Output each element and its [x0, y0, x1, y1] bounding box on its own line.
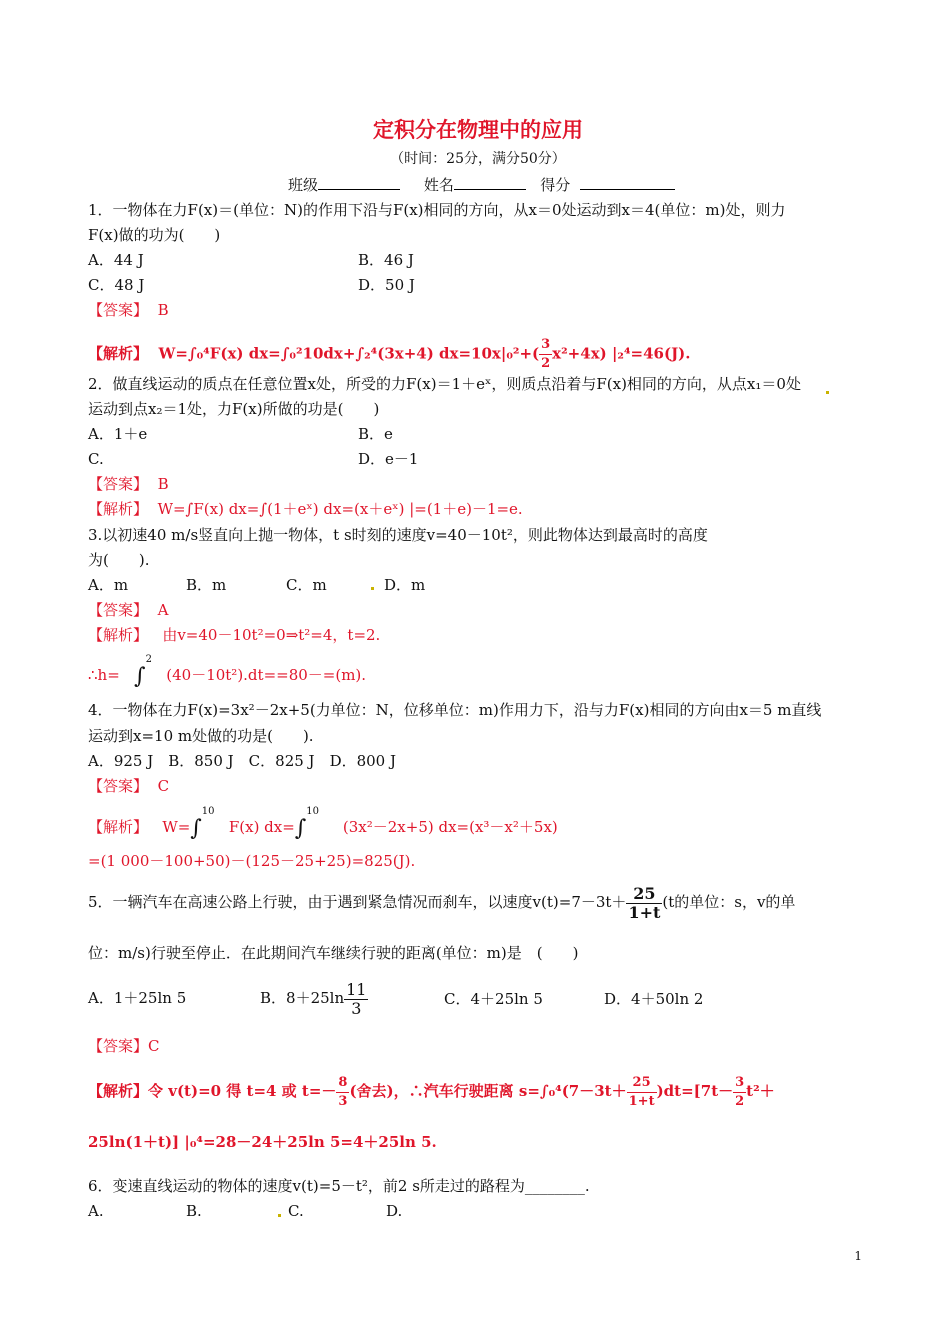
- q5-option-d: D．4＋50ln 2: [604, 990, 704, 1008]
- q3-analysis-line2: [88, 654, 367, 689]
- q4-stem-line1: 4．一物体在力F(x)=3x²－2x+5(力单位：N，位移单位：m)作用力下，沿与力F(x)相同的方向由x＝5 m直线: [88, 701, 822, 719]
- answer-value: B: [157, 301, 169, 319]
- q2-option-a: A．1＋e: [88, 425, 148, 443]
- q2-option-b: B．e: [358, 425, 393, 443]
- q3-analysis-post: (40－10t²).dt==80－=(m).: [166, 666, 367, 684]
- stray-mark: [826, 391, 829, 394]
- answer-value: C: [148, 1037, 160, 1055]
- stray-mark: [278, 1214, 281, 1217]
- q2-stem-line2: 运动到点x₂＝1处，力F(x)所做的功是( ): [88, 400, 380, 418]
- answer-value: B: [157, 475, 169, 493]
- q2-analysis-text: W=∫F(x) dx=∫(1＋eˣ) dx=(x＋eˣ) |=(1＋e)－1=e.: [157, 500, 523, 518]
- page-title: 定积分在物理中的应用: [373, 117, 583, 142]
- q4-int-upper-2: 10: [306, 806, 320, 817]
- answer-label: 【答案】: [88, 601, 149, 619]
- q1-analysis-part2: x²+4x) |₂⁴=46(J).: [552, 344, 691, 363]
- q4-analysis-line2: =(1 000－100+50)－(125－25+25)=825(J).: [88, 852, 416, 870]
- integral-icon: ∫: [190, 816, 202, 841]
- q5-analysis-pre: 令 v(t)=0 得 t=4 或 t=－: [148, 1082, 337, 1100]
- class-blank: [318, 175, 400, 190]
- page-number: 1: [854, 1249, 862, 1263]
- q5-option-b: B．8＋25ln $\frac{11}{3}$: [260, 979, 367, 1018]
- q3-option-b: B．m: [186, 576, 227, 594]
- q4-stem-line2: 运动到x=10 m处做的功是( ).: [88, 727, 314, 745]
- class-label: 班级: [288, 176, 319, 194]
- q1-analysis: [88, 336, 691, 373]
- q5-analysis-fraction-3: $\frac{3}{2}$: [735, 1074, 745, 1109]
- q4-analysis-line1: [88, 806, 558, 841]
- q5-option-c: C．4＋25ln 5: [444, 990, 543, 1008]
- q5-velocity-fraction: $\frac{25}{1+t}$: [628, 883, 661, 922]
- q2-analysis: [88, 499, 523, 519]
- student-info-line: [288, 174, 675, 195]
- q1-option-b: B．46 J: [358, 251, 414, 269]
- q5-analysis-line1: [88, 1072, 775, 1111]
- q6-stem: 6．变速直线运动的物体的速度v(t)=5－t²，前2 s所走过的路程为________.: [88, 1177, 590, 1195]
- q1-option-a: A．44 J: [88, 251, 144, 269]
- q3-analysis-text: 由v=40－10t²=0⇒t²=4，t=2.: [162, 626, 381, 644]
- q3-answer: [88, 600, 168, 620]
- integral-icon: ∫: [294, 816, 307, 841]
- q5-analysis-mid: (舍去)，∴汽车行驶距离 s=∫₀⁴(7－3t＋: [349, 1082, 627, 1100]
- q5-stem-line2: 位：m/s)行驶至停止．在此期间汽车继续行驶的距离(单位：m)是 ( ): [88, 944, 579, 962]
- q4-analysis-mid: F(x) dx=: [228, 818, 295, 836]
- name-blank: [454, 175, 526, 190]
- q3-option-d: D．m: [384, 576, 426, 594]
- q1-stem-line2: F(x)做的功为( ): [88, 226, 221, 244]
- q1-fraction: $\frac{3}{2}$: [541, 337, 551, 371]
- q1-answer: [88, 300, 169, 320]
- q5-analysis-mid2: )dt=[7t－: [656, 1082, 734, 1100]
- q3-stem-line1: 3.以初速40 m/s竖直向上抛一物体，t s时刻的速度v=40－10t²，则此物体达到最高时的高度: [88, 526, 708, 544]
- q5-option-a: A．1＋25ln 5: [88, 989, 187, 1007]
- q6-option-d: D.: [386, 1202, 403, 1220]
- name-label: 姓名: [423, 176, 454, 194]
- q6-option-a: A.: [88, 1202, 104, 1220]
- q1-option-c: C．48 J: [88, 276, 145, 294]
- q4-analysis-pre: W=: [162, 818, 191, 836]
- q3-analysis-pre: ∴h=: [88, 666, 120, 684]
- q5-analysis-fraction-2: $\frac{25}{1+t}$: [628, 1074, 655, 1109]
- q1-analysis-part1: W=∫₀⁴F(x) dx=∫₀²10dx+∫₂⁴(3x+4) dx=10x|₀²+(: [158, 344, 540, 363]
- page-subtitle: （时间：25分，满分50分）: [390, 151, 566, 167]
- answer-label: 【答案】: [88, 1037, 149, 1055]
- q3-option-a: A．m: [88, 576, 129, 594]
- answer-label: 【答案】: [88, 475, 149, 493]
- score-label: 得分: [540, 176, 571, 194]
- analysis-label: 【解析】: [88, 500, 149, 518]
- q3-analysis-line1: [88, 625, 380, 645]
- q5-stem-pre: 5．一辆汽车在高速公路上行驶，由于遇到紧急情况而刹车，以速度v(t)=7－3t＋: [88, 893, 627, 911]
- q5-option-b-fraction: $\frac{11}{3}$: [346, 979, 367, 1018]
- analysis-label: 【解析】: [88, 1082, 149, 1100]
- q5-analysis-fraction-1: $\frac{8}{3}$: [338, 1074, 348, 1109]
- q2-option-c: C.: [88, 450, 104, 468]
- score-blank: [580, 175, 675, 190]
- analysis-label: 【解析】: [88, 344, 149, 363]
- q1-stem-line1: 1．一物体在力F(x)＝(单位：N)的作用下沿与F(x)相同的方向，从x＝0处运动到x＝4(单位：m)处，则力: [88, 201, 786, 219]
- q5-analysis-line2: 25ln(1＋t)] |₀⁴=28－24＋25ln 5=4＋25ln 5.: [88, 1133, 437, 1151]
- q5-stem-post: (t的单位：s，v的单: [662, 893, 796, 911]
- q6-option-c: C.: [288, 1202, 304, 1220]
- q3-stem-line2: 为( ).: [88, 551, 150, 569]
- analysis-label: 【解析】: [88, 626, 149, 644]
- q4-analysis-post: (3x²－2x+5) dx=(x³－x²＋5x): [342, 818, 558, 836]
- q4-int-upper: 10: [201, 806, 215, 817]
- q2-stem-line1: 2．做直线运动的质点在任意位置x处，所受的力F(x)＝1＋eˣ，则质点沿着与F(x)相同的方向，从点x₁＝0处: [88, 375, 801, 393]
- q4-options: A．925 J B．850 J C．825 J D．800 J: [88, 752, 397, 770]
- q2-option-d: D．e－1: [358, 450, 419, 468]
- analysis-label: 【解析】: [88, 818, 149, 836]
- q5-answer: [88, 1036, 160, 1056]
- answer-value: A: [157, 601, 169, 619]
- q5-options: [88, 980, 186, 1016]
- q4-answer: [88, 776, 169, 796]
- answer-value: C: [157, 777, 170, 795]
- q1-option-d: D．50 J: [358, 276, 415, 294]
- stray-mark: [371, 587, 374, 590]
- integral-icon: ∫: [134, 664, 146, 689]
- answer-label: 【答案】: [88, 777, 149, 795]
- q2-answer: [88, 474, 169, 494]
- q5-stem-line1: [88, 884, 795, 922]
- answer-label: 【答案】: [88, 301, 149, 319]
- q3-option-c: C．m: [286, 576, 327, 594]
- q3-int-upper: 2: [145, 654, 152, 665]
- q6-option-b: B.: [186, 1202, 202, 1220]
- q5-analysis-post: t²＋: [746, 1082, 775, 1100]
